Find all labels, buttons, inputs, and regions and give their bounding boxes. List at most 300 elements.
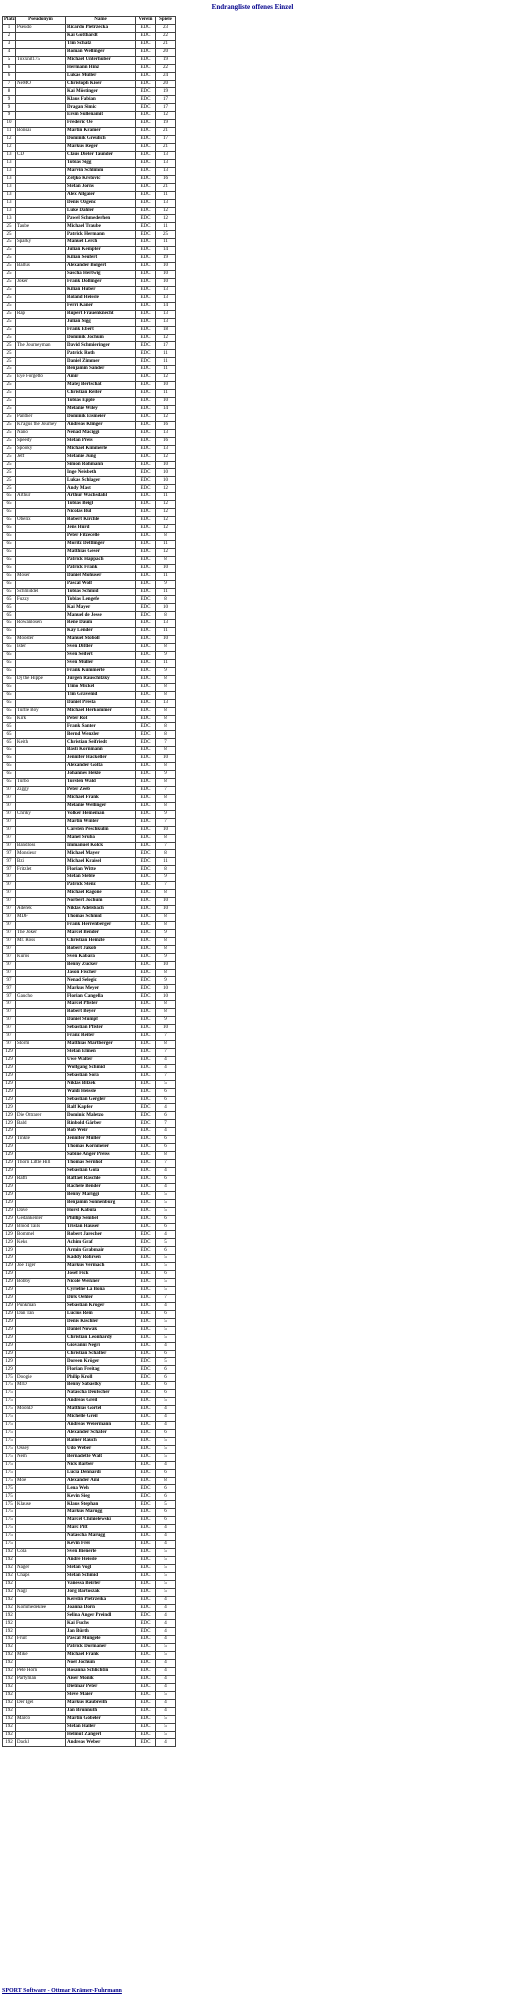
cell-games: 11: [156, 223, 176, 231]
cell-place: 97: [3, 858, 16, 866]
cell-name: Michael Herkommer: [66, 707, 136, 715]
cell-games: 8: [156, 866, 176, 874]
cell-name: Rob Weir: [66, 1128, 136, 1136]
cell-place: 2: [3, 32, 16, 40]
cell-games: 7: [156, 1294, 176, 1302]
cell-name: Michael Kimmerle: [66, 445, 136, 453]
cell-games: 20: [156, 80, 176, 88]
cell-games: 7: [156, 842, 176, 850]
cell-pseudonym: [16, 191, 66, 199]
cell-games: 12: [156, 548, 176, 556]
cell-pseudonym: Kuros: [16, 953, 66, 961]
cell-place: 97: [3, 1033, 16, 1041]
table-row: [3, 286, 176, 294]
cell-club: EDC: [136, 112, 156, 120]
cell-name: Jens Hurd: [66, 525, 136, 533]
cell-club: EDC: [136, 747, 156, 755]
table-row: [3, 921, 176, 929]
cell-games: 21: [156, 183, 176, 191]
cell-name: Kai Mayer: [66, 604, 136, 612]
cell-pseudonym: [16, 612, 66, 620]
table-row: [3, 1040, 176, 1048]
cell-place: 129: [3, 1358, 16, 1366]
cell-games: 9: [156, 810, 176, 818]
cell-place: 13: [3, 159, 16, 167]
table-row: [3, 1302, 176, 1310]
cell-name: Inge Neisbeth: [66, 469, 136, 477]
cell-name: Kilian Seufert: [66, 255, 136, 263]
cell-pseudonym: [16, 1541, 66, 1549]
cell-club: EDC: [136, 1088, 156, 1096]
table-header-row: [3, 17, 176, 25]
cell-club: EDC: [136, 1588, 156, 1596]
cell-pseudonym: Dave: [16, 1207, 66, 1215]
cell-name: Christian Leonhardy: [66, 1334, 136, 1342]
cell-games: 11: [156, 358, 176, 366]
table-row: [3, 1374, 176, 1382]
cell-name: Patrick Frank: [66, 564, 136, 572]
cell-name: Robert Kirchle: [66, 517, 136, 525]
cell-name: Sebastian Sora: [66, 1072, 136, 1080]
cell-name: Christian Seifriedt: [66, 739, 136, 747]
cell-games: 13: [156, 167, 176, 175]
cell-place: 13: [3, 199, 16, 207]
cell-club: EDC: [136, 1390, 156, 1398]
cell-name: Stefan Haller: [66, 1723, 136, 1731]
table-row: [3, 32, 176, 40]
cell-pseudonym: [16, 1469, 66, 1477]
cell-name: Sven Bienerle: [66, 1548, 136, 1556]
cell-club: EDC: [136, 390, 156, 398]
cell-club: EDC: [136, 1660, 156, 1668]
cell-club: EDC: [136, 223, 156, 231]
cell-name: Kai Fuchs: [66, 1620, 136, 1628]
cell-name: Jürgen Rauschitzky: [66, 675, 136, 683]
cell-games: 11: [156, 540, 176, 548]
cell-place: 175: [3, 1509, 16, 1517]
cell-games: 19: [156, 120, 176, 128]
cell-place: 1: [3, 24, 16, 32]
cell-name: Tobias Schmid: [66, 588, 136, 596]
cell-games: 8: [156, 612, 176, 620]
cell-games: 13: [156, 620, 176, 628]
cell-place: 129: [3, 1072, 16, 1080]
cell-name: Marcel Chmielewski: [66, 1517, 136, 1525]
cell-place: 192: [3, 1652, 16, 1660]
cell-pseudonym: [16, 1255, 66, 1263]
footer-link[interactable]: SPORT Software - Ottmar Krämer-Fuhrmann: [2, 1988, 122, 1994]
cell-name: Martin Göbeler: [66, 1715, 136, 1723]
cell-club: EDC: [136, 1628, 156, 1636]
cell-pseudonym: MoonD: [16, 1406, 66, 1414]
table-row: [3, 1160, 176, 1168]
cell-games: 10: [156, 906, 176, 914]
cell-name: Bernadette Walt: [66, 1453, 136, 1461]
table-row: [3, 913, 176, 921]
table-row: [3, 786, 176, 794]
cell-pseudonym: [16, 215, 66, 223]
cell-name: Phillip Sembel: [66, 1215, 136, 1223]
cell-pseudonym: Joe Tiger: [16, 1263, 66, 1271]
cell-name: Matthias Gortel: [66, 1406, 136, 1414]
cell-games: 4: [156, 1675, 176, 1683]
cell-games: 5: [156, 1445, 176, 1453]
cell-pseudonym: [16, 1271, 66, 1279]
cell-games: 4: [156, 1660, 176, 1668]
cell-place: 97: [3, 985, 16, 993]
cell-name: Moritz Dettlinger: [66, 540, 136, 548]
table-row: [3, 1652, 176, 1660]
cell-pseudonym: Nager: [16, 1564, 66, 1572]
cell-club: EDC: [136, 1350, 156, 1358]
cell-club: EDC: [136, 1731, 156, 1739]
table-row: [3, 1231, 176, 1239]
cell-games: 4: [156, 1056, 176, 1064]
cell-pseudonym: Ziggy: [16, 786, 66, 794]
cell-club: EDC: [136, 1048, 156, 1056]
cell-games: 8: [156, 1001, 176, 1009]
cell-games: 4: [156, 1342, 176, 1350]
cell-name: Florian Freitag: [66, 1366, 136, 1374]
cell-place: 65: [3, 771, 16, 779]
cell-club: EDC: [136, 802, 156, 810]
cell-place: 129: [3, 1302, 16, 1310]
cell-pseudonym: Keith: [16, 739, 66, 747]
cell-place: 97: [3, 937, 16, 945]
cell-pseudonym: [16, 326, 66, 334]
cell-games: 5: [156, 1191, 176, 1199]
cell-club: EDC: [136, 628, 156, 636]
cell-games: 10: [156, 1025, 176, 1033]
cell-pseudonym: [16, 771, 66, 779]
cell-club: EDC: [136, 1699, 156, 1707]
cell-name: Andreas Weber: [66, 1739, 136, 1747]
cell-games: 9: [156, 977, 176, 985]
cell-name: Christian Schäfler: [66, 1350, 136, 1358]
cell-place: 129: [3, 1088, 16, 1096]
cell-name: Franz Reiter: [66, 1033, 136, 1041]
cell-name: Natascha Marugg: [66, 1533, 136, 1541]
cell-games: 7: [156, 786, 176, 794]
cell-games: 5: [156, 1239, 176, 1247]
cell-name: Andy Mast: [66, 485, 136, 493]
cell-name: Benny Sabastky: [66, 1382, 136, 1390]
cell-name: Alexander Schäfer: [66, 1429, 136, 1437]
cell-club: EDC: [136, 120, 156, 128]
cell-club: EDC: [136, 1279, 156, 1287]
cell-games: 5: [156, 1580, 176, 1588]
table-row: [3, 167, 176, 175]
cell-pseudonym: [16, 1429, 66, 1437]
cell-pseudonym: Kr'agus the Journey: [16, 421, 66, 429]
cell-place: 97: [3, 1001, 16, 1009]
cell-place: 3: [3, 40, 16, 48]
cell-club: EDC: [136, 1556, 156, 1564]
cell-pseudonym: [16, 144, 66, 152]
cell-place: 65: [3, 644, 16, 652]
table-row: [3, 278, 176, 286]
cell-pseudonym: [16, 350, 66, 358]
cell-games: 4: [156, 1533, 176, 1541]
cell-club: EDC: [136, 540, 156, 548]
cell-pseudonym: Joker: [16, 278, 66, 286]
table-row: [3, 985, 176, 993]
cell-name: Dominik Greulich: [66, 136, 136, 144]
cell-name: Markus Vermach: [66, 1263, 136, 1271]
cell-place: 25: [3, 326, 16, 334]
cell-club: EDC: [136, 1183, 156, 1191]
cell-name: Kevin Frei: [66, 1541, 136, 1549]
cell-pseudonym: [16, 485, 66, 493]
table-row: [3, 1556, 176, 1564]
cell-pseudonym: [16, 1660, 66, 1668]
cell-name: Kerstin Pietrzeika: [66, 1596, 136, 1604]
cell-pseudonym: [16, 723, 66, 731]
cell-place: 13: [3, 191, 16, 199]
cell-games: 7: [156, 1033, 176, 1041]
cell-name: Frank Kümmerle: [66, 667, 136, 675]
cell-club: EDC: [136, 604, 156, 612]
cell-club: EDC: [136, 1548, 156, 1556]
cell-club: EDC: [136, 556, 156, 564]
cell-name: Tobias Lengefe: [66, 596, 136, 604]
cell-place: 25: [3, 390, 16, 398]
cell-games: 4: [156, 1699, 176, 1707]
cell-place: 25: [3, 239, 16, 247]
cell-name: Sebastian Pfister: [66, 1025, 136, 1033]
table-row: [3, 1056, 176, 1064]
cell-club: EDC: [136, 842, 156, 850]
cell-games: 17: [156, 136, 176, 144]
table-row: [3, 175, 176, 183]
table-row: [3, 842, 176, 850]
cell-club: EDC: [136, 1215, 156, 1223]
cell-pseudonym: Bonsai: [16, 128, 66, 136]
cell-place: 192: [3, 1588, 16, 1596]
cell-name: Stefan Jorns: [66, 183, 136, 191]
cell-place: 175: [3, 1469, 16, 1477]
cell-name: Andre Heissle: [66, 1556, 136, 1564]
cell-club: EDC: [136, 247, 156, 255]
cell-club: EDC: [136, 1080, 156, 1088]
cell-games: 18: [156, 326, 176, 334]
cell-club: EDC: [136, 1033, 156, 1041]
cell-place: 129: [3, 1310, 16, 1318]
cell-place: 97: [3, 1040, 16, 1048]
cell-pseudonym: [16, 390, 66, 398]
cell-pseudonym: [16, 604, 66, 612]
cell-games: 11: [156, 628, 176, 636]
cell-place: 25: [3, 334, 16, 342]
cell-club: EDC: [136, 1683, 156, 1691]
cell-club: EDC: [136, 517, 156, 525]
table-row: [3, 358, 176, 366]
cell-games: 11: [156, 366, 176, 374]
cell-pseudonym: [16, 691, 66, 699]
cell-name: Johannes Hekle: [66, 771, 136, 779]
cell-club: EDC: [136, 1707, 156, 1715]
cell-place: 97: [3, 961, 16, 969]
cell-pseudonym: [16, 1294, 66, 1302]
cell-games: 4: [156, 1167, 176, 1175]
cell-name: Vanessa Beirler: [66, 1580, 136, 1588]
cell-games: 5: [156, 1263, 176, 1271]
cell-club: EDC: [136, 1223, 156, 1231]
cell-place: 192: [3, 1604, 16, 1612]
cell-place: 65: [3, 779, 16, 787]
table-row: [3, 572, 176, 580]
cell-name: Ferri Kaner: [66, 302, 136, 310]
cell-name: Thomas Kornmeier: [66, 1144, 136, 1152]
cell-name: Lukas Müller: [66, 72, 136, 80]
table-row: [3, 437, 176, 445]
cell-name: Denis Özgenc: [66, 199, 136, 207]
cell-name: Kay Lender: [66, 628, 136, 636]
table-row: [3, 683, 176, 691]
table-body: [3, 24, 176, 1746]
cell-pseudonym: Pete Horn: [16, 1668, 66, 1676]
cell-games: 22: [156, 64, 176, 72]
cell-games: 13: [156, 159, 176, 167]
cell-name: Joanna Dorn: [66, 1604, 136, 1612]
cell-pseudonym: [16, 667, 66, 675]
table-row: [3, 929, 176, 937]
cell-pseudonym: Fruit: [16, 1636, 66, 1644]
footer: [2, 1988, 122, 1994]
cell-pseudonym: Nano: [16, 429, 66, 437]
cell-name: Horst Kabula: [66, 1207, 136, 1215]
cell-name: Cyrielne La Bona: [66, 1287, 136, 1295]
cell-pseudonym: [16, 1644, 66, 1652]
table-row: [3, 1620, 176, 1628]
cell-name: Jan Brunnuth: [66, 1707, 136, 1715]
cell-name: Pascal Wolf: [66, 580, 136, 588]
cell-place: 25: [3, 461, 16, 469]
table-row: [3, 255, 176, 263]
cell-games: 11: [156, 350, 176, 358]
cell-pseudonym: [16, 1437, 66, 1445]
cell-club: EDC: [136, 755, 156, 763]
cell-pseudonym: Die Ottrarer: [16, 1112, 66, 1120]
cell-name: Norbert Jochum: [66, 898, 136, 906]
cell-pseudonym: [16, 1612, 66, 1620]
cell-place: 97: [3, 834, 16, 842]
cell-pseudonym: Pseudo: [16, 24, 66, 32]
cell-name: Martin Kramer: [66, 128, 136, 136]
cell-club: EDC: [136, 1056, 156, 1064]
cell-pseudonym: [16, 1390, 66, 1398]
table-row: [3, 159, 176, 167]
cell-games: 8: [156, 890, 176, 898]
cell-name: Frank Ebert: [66, 326, 136, 334]
cell-pseudonym: [16, 1731, 66, 1739]
table-row: [3, 1080, 176, 1088]
cell-place: 192: [3, 1707, 16, 1715]
cell-name: Andreas Klinger: [66, 421, 136, 429]
cell-games: 8: [156, 707, 176, 715]
cell-place: 12: [3, 136, 16, 144]
cell-club: EDC: [136, 207, 156, 215]
cell-club: EDC: [136, 731, 156, 739]
cell-pseudonym: Turbo: [16, 779, 66, 787]
cell-place: 65: [3, 548, 16, 556]
cell-name: Patrick Dormaner: [66, 1644, 136, 1652]
cell-games: 12: [156, 112, 176, 120]
cell-games: 12: [156, 525, 176, 533]
cell-games: 8: [156, 715, 176, 723]
cell-games: 12: [156, 509, 176, 517]
cell-place: 175: [3, 1414, 16, 1422]
cell-club: EDC: [136, 1421, 156, 1429]
cell-club: EDC: [136, 342, 156, 350]
table-row: [3, 659, 176, 667]
table-row: [3, 1120, 176, 1128]
cell-games: 7: [156, 1120, 176, 1128]
cell-club: EDC: [136, 532, 156, 540]
cell-name: Marvin Schlimm: [66, 167, 136, 175]
cell-games: 5: [156, 1501, 176, 1509]
cell-place: 129: [3, 1326, 16, 1334]
cell-games: 4: [156, 1707, 176, 1715]
cell-place: 175: [3, 1477, 16, 1485]
cell-name: Markus Marugg: [66, 1509, 136, 1517]
table-row: [3, 40, 176, 48]
cell-name: Tristan Hauser: [66, 1223, 136, 1231]
cell-pseudonym: Aderek: [16, 906, 66, 914]
cell-name: Volker Heineman: [66, 810, 136, 818]
table-row: [3, 1033, 176, 1041]
cell-club: EDC: [136, 1644, 156, 1652]
cell-club: EDC: [136, 1263, 156, 1271]
cell-place: 65: [3, 596, 16, 604]
table-row: [3, 374, 176, 382]
col-header-place: Platz: [3, 17, 16, 25]
cell-pseudonym: [16, 747, 66, 755]
table-row: [3, 1398, 176, 1406]
cell-name: Tim Schatz: [66, 40, 136, 48]
cell-club: EDC: [136, 1715, 156, 1723]
cell-name: Matthias Geser: [66, 548, 136, 556]
cell-club: EDC: [136, 1112, 156, 1120]
cell-name: Carsten Peschkulin: [66, 826, 136, 834]
cell-club: EDC: [136, 921, 156, 929]
cell-club: EDC: [136, 421, 156, 429]
cell-club: EDC: [136, 1152, 156, 1160]
cell-games: 5: [156, 1287, 176, 1295]
cell-club: EDC: [136, 239, 156, 247]
cell-games: 17: [156, 104, 176, 112]
cell-place: 65: [3, 636, 16, 644]
cell-place: 175: [3, 1461, 16, 1469]
cell-name: Florian Witte: [66, 866, 136, 874]
cell-place: 97: [3, 810, 16, 818]
cell-club: EDC: [136, 159, 156, 167]
cell-club: EDC: [136, 1580, 156, 1588]
table-row: [3, 1644, 176, 1652]
cell-place: 97: [3, 913, 16, 921]
cell-place: 192: [3, 1556, 16, 1564]
cell-place: 97: [3, 842, 16, 850]
cell-club: EDC: [136, 1739, 156, 1747]
table-row: [3, 1525, 176, 1533]
table-row: [3, 1152, 176, 1160]
cell-club: EDC: [136, 874, 156, 882]
cell-club: EDC: [136, 977, 156, 985]
cell-place: 13: [3, 215, 16, 223]
cell-club: EDC: [136, 215, 156, 223]
cell-club: EDC: [136, 564, 156, 572]
cell-club: EDC: [136, 794, 156, 802]
